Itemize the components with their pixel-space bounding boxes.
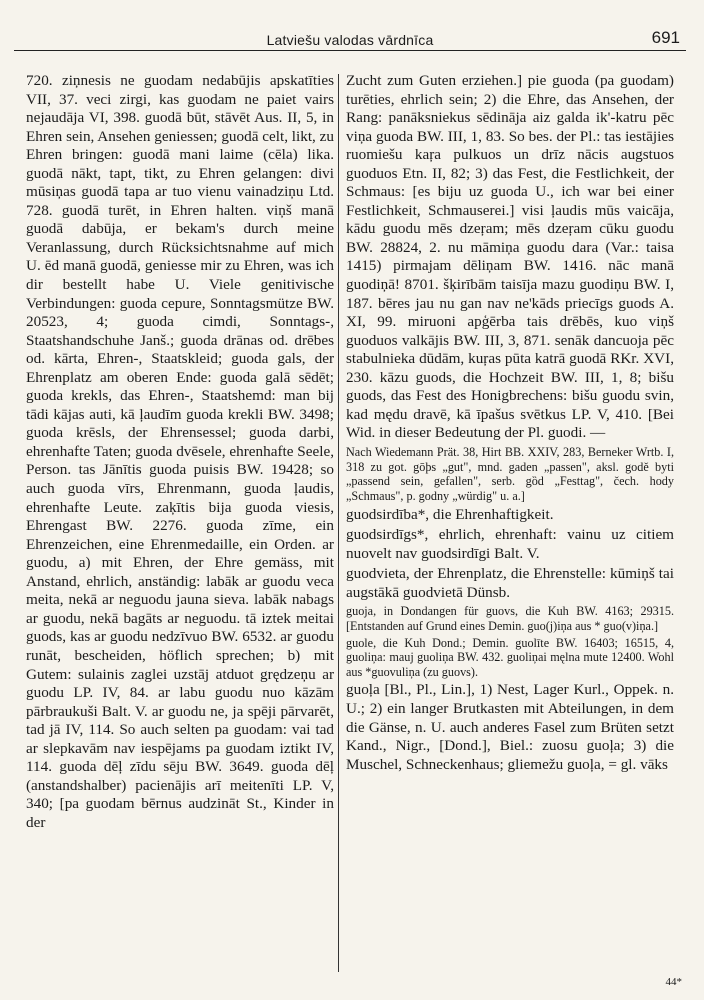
right-column-text: Zucht zum Guten erziehen.] pie guoda (pa guodam) turēties, ehrlich sein; 2) die Ehre, das Ansehen, der Rang: panāksniekus sēdināja aiz galda ik'-katru pēc viņa guoda BW. III, 1, 83. So bes. der Pl.: tas iestājies ruomiešu kaŗa pulkuos un drīz nācis augstuos guoduos Etn. II, 82; 3) das Fest, die Festlichkeit, der Schmaus: [es biju uz guoda U., ich war bei einer Festlichkeit, Schmauserei.] visi ļaudis mūs vaicāja, kādu guodu mēs dzeŗam; mēs dzeŗam cūku guodu BW. 28824, 2. nu māmiņa guodu dara (Var.: taisa 1415) pirmajam dēliņam BW. 1416. nāc manā guodiņā! 8701. šķirībām taisīja mazu guodiņu BW. I, 187. bēres jau nu gan nav ne'kāds priecīgs guods A. XI, 99. miruoni apģērba tais drēbēs, kuo viņš guoduos valkājis BW. III, 3, 871. senāk dancuoja pēc stabulnieka dūdām, kuŗas pūta katrā guodā RKr. XVI, 230. kāzu guods, die Hochzeit BW. III, 1, 8; bišu guods, das Fest des Honigbrechens: bišu guodu svin, kad mędu dravē, kā īpašus svētkus LP. V, 410. [Bei Wid. in dieser Bedeutung der Pl. guodi. — xyxy=(346,72,674,442)
etymology-note: Nach Wiedemann Prät. 38, Hirt BB. XXIV, 283, Berneker Wrtb. I, 318 zu got. gōþs „gut", mnd. gaden „passen", aksl. godě byti „passend sein, gefallen", serb. gȍd „Festtag", čech. hody „Schmaus", p. godny „würdig" u. a.] xyxy=(346,444,674,503)
entry-guodsirdiba: guodsirdība*, die Ehrenhaftigkeit. xyxy=(346,505,554,523)
left-column-text: 720. ziņnesis ne guodam nedabūjis apskatīties VII, 37. veci zirgi, kas guodam ne paiet vairs nejaudāja VI, 398. guodā būt, stāvēt Aus. II, 5, in Ehren sein, Ansehen geniessen; guodā celt, likt, zu Ehren bringen: guodā mani laime (cēla) lika. guodā nākt, tapt, tikt, zu Ehren gelangen: divi mūsiņas guodā tapa ar tuo vienu vainadziņu Ltd. 728. guodā turēt, in Ehren halten. viņš manā guodā dabūja, er bekam's durch meine Veranlassung, durch Rücksichtsnahme auf mich U. ēd manā guodā, geniesse mir zu Ehren, was ich dir bestellt habe U. Viele genitivische Verbindungen: guoda cepure, Sonntagsmütze BW. 20523, 4; guoda cimdi, Sonntags-, Staatshandschuhe Janš.; guoda drānas od. drēbes od. kārta, Ehren-, Staatskleid; guoda gals, der Ehrenplatz am oberen Ende: guoda galā sēdēt; guoda krekls, das Ehren-, Staatshemd: man bij tādi kājas auti, kā ļaudīm guoda krekli BW. 3498; guoda krēsls, der Ehrensessel; guoda darbi, ehrenhafte Taten; guoda dvēsele, ehrenhafte Seele, Person. tas Jānītis guoda puisis BW. 19428; so auch guoda vīrs, Ehrenmann, guoda ļaudis, ehrenhafte Leute. zaķītis bija guoda viesis, Ehrengast BW. 2276. guoda zīme, ein Ehrenzeichen, eine Ehrenmedaille, ein Orden. ar guodu, a) mit Ehren, der Ehre gemäss, mit Anstand, ehrlich, anständig: labāk ar guodu veca meita, nekā ar neguodu jauna sieva. labāk nabags ar guodu, nekā bagāts ar neguodu. tā iztek meitai guods, kas ar guodu nedzīvuo BW. 6532. ar guodu runāt, bescheiden, höflich sprechen; b) mit Gutem: sulainis zaglei uzstāj atduot grędzeņu ar guodu LP. IV, 84. ar labu guodu nuo kāzām pārbraukuši Balt. V. ar guodu ne, ja spēji pārvarēt, tad jā IV, 114. So auch selten pa guodam: vai tad ar slepkavām nav iespējams pa guodam iztikt IV, 114. guoda dēļ zīdu sēju BW. 3649. guoda dēļ (anstandshalber) pacienājis arī meitenīti LP. V, 340; [pa guodam bērnus audzināt St., Kinder in der xyxy=(26,72,334,831)
entry-guole: guole, die Kuh Dond.; Demin. guolīte BW. 16403; 16515, 4, guoliņa: mauj guoliņa BW. 432. guoliņai męlna mute 12400. Wohl aus *guovuliņa (zu guovs). xyxy=(346,635,674,679)
page-header xyxy=(14,14,686,51)
running-title: Latviešu valodas vārdnīca xyxy=(266,32,434,48)
entry-guoja: guoja, in Dondangen für guovs, die Kuh BW. 4163; 29315. [Entstanden auf Grund eines Demin. guo(j)iņa aus * guo(v)iņa.] xyxy=(346,604,674,633)
page-number: 691 xyxy=(651,28,680,47)
entry-guola: guoļa [Bl., Pl., Lin.], 1) Nest, Lager Kurl., Oppek. n. U.; 2) ein langer Brutkasten mit Abteilungen, in dem die Gänse, n. U. auch anderes Fasel zum Brüten setzt Kand., Nigr., [Dond.], Biel.: zuosu guoļa; 3) die Muschel, Schneckenhaus; gliemežu guoļa, = gl. vāks xyxy=(346,681,674,773)
entry-guodsirdigs: guodsirdīgs*, ehrlich, ehrenhaft: vainu uz citiem nuovelt nav guodsirdīgi Balt. V. xyxy=(346,526,674,562)
sheet-signature: 44* xyxy=(665,976,682,988)
entry-guodvieta: guodvieta, der Ehrenplatz, die Ehrenstelle: kūmiņš tai augstākā guodvietā Dünsb. xyxy=(346,565,674,601)
left-column xyxy=(26,72,334,972)
column-divider xyxy=(338,74,339,972)
right-column xyxy=(346,72,674,972)
